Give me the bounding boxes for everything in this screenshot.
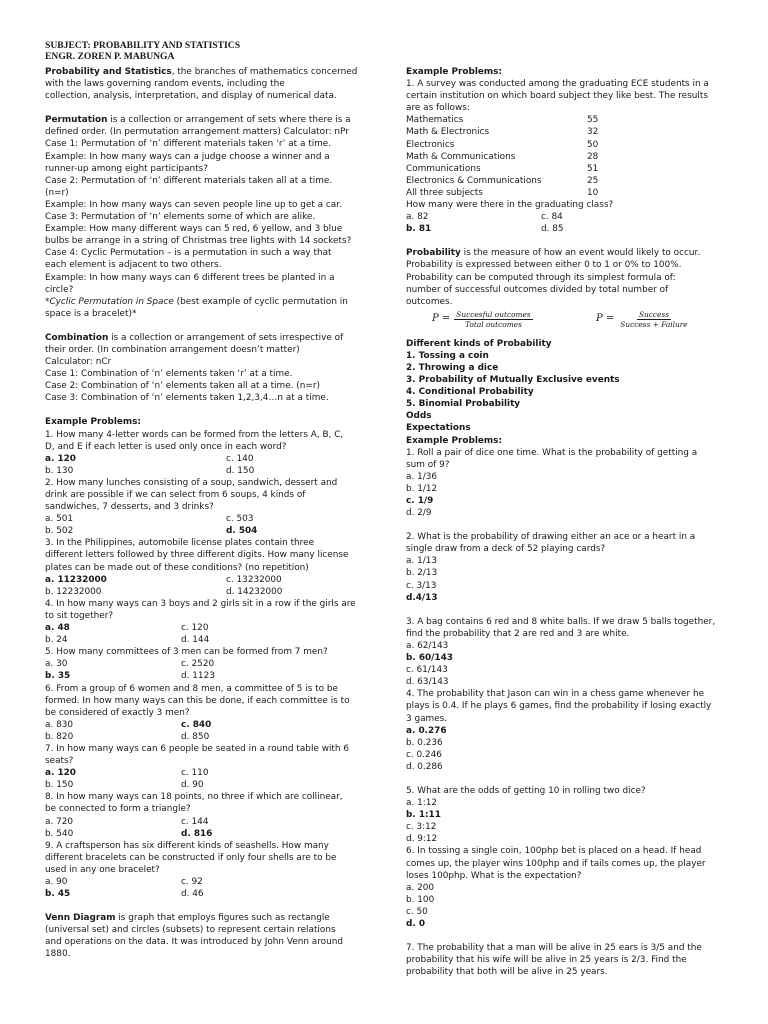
probability-problems [406, 447, 726, 979]
answer-option: a. 1/13 [406, 556, 438, 567]
survey-subject: Communications [406, 163, 481, 174]
answer-options [45, 513, 363, 537]
author-name: ENGR. ZOREN P. MABUNGA [45, 51, 175, 62]
problem-item [45, 598, 363, 646]
problem-question-line: probability that his wife will be alive in 25 years is 2/3. Find the [406, 955, 687, 966]
problem-question-line: single draw from a deck of 52 playing cards? [406, 544, 606, 555]
problem-item [406, 447, 726, 532]
answer-option: a. 11232000 [45, 574, 107, 585]
problem-question-line: 4. The probability that Jason can win in a chess game whenever he [406, 689, 705, 700]
probability-term: Probability [406, 248, 461, 259]
answer-option: c. 2520 [181, 659, 215, 670]
problem-item [406, 531, 726, 616]
problem-question-line: 4. In how many ways can 3 boys and 2 girls sit in a row if the girls are [45, 598, 356, 609]
problem-question-line: 7. In how many ways can 6 people be seated in a round table with 6 [45, 743, 349, 754]
example-problems-heading: Example Problems: [45, 417, 141, 428]
answer-option: c. 503 [226, 514, 254, 525]
problem-item [406, 785, 726, 845]
problem-question-line: seats? [45, 756, 74, 767]
answer-option: d.4/13 [406, 592, 438, 603]
kind-item: Example Problems: [406, 435, 502, 446]
kind-item: 4. Conditional Probability [406, 387, 534, 398]
kind-item: 2. Throwing a dice [406, 362, 499, 373]
answer-option: c. 1/9 [406, 496, 434, 506]
kind-item: 3. Probability of Mutually Exclusive events [406, 375, 620, 386]
answer-option: a. 90 [45, 877, 68, 887]
example-problems-heading: Example Problems: [406, 67, 502, 77]
answer-option: c. 840 [181, 719, 212, 730]
answer-option: a. 82 [406, 212, 429, 223]
text-line: bulbs be arrange in a string of Christmas tree lights with 14 sockets? [45, 236, 352, 247]
answer-option: d. 90 [181, 780, 204, 791]
survey-question-line: How many were there in the graduating class? [406, 200, 614, 211]
problem-question-line: drink are possible if we can select from 6 soups, 4 kinds of [45, 490, 306, 500]
text-line: certain institution on which board subject they like best. The results [406, 91, 708, 102]
answer-option: d. 63/143 [406, 677, 449, 688]
permutation-combination-problems [45, 429, 363, 901]
text-line: with the laws governing random events, including the [45, 79, 285, 90]
text-line: each element is adjacent to two others. [45, 260, 222, 271]
problem-item [406, 616, 726, 689]
answer-option: c. 3/13 [406, 580, 437, 591]
answer-option: d. 2/9 [406, 508, 432, 519]
cyclic-note: *Cyclic Permutation in Space (best example of cyclic permutation in [45, 296, 348, 307]
combination-term: Combination [45, 332, 109, 343]
answer-options [45, 876, 363, 900]
answer-options [45, 574, 363, 598]
answer-option: a. 830 [45, 719, 74, 730]
text-line: (universal set) and circles (subsets) to represent certain relations [45, 925, 336, 936]
answer-options [45, 816, 363, 840]
answer-option: a. 200 [406, 882, 435, 893]
cyclic-note-line2: space is a bracelet)* [45, 308, 137, 319]
text-line: Example: In how many ways can 6 different trees be planted in a [45, 272, 335, 283]
text-line: are as follows: [406, 103, 470, 114]
kinds-of-probability-list [406, 350, 726, 447]
answer-options [45, 622, 363, 646]
right-column [406, 66, 726, 978]
problem-question-line: probability that both will be alive in 25 years. [406, 967, 608, 978]
problem-item [45, 646, 363, 682]
problem-item [45, 429, 363, 477]
venn-paragraph: Venn Diagram is graph that employs figures such as rectangle [45, 913, 330, 924]
problem-question-line: 1. Roll a pair of dice one time. What is the probability of getting a [406, 447, 698, 458]
answer-option: a. 1:12 [406, 798, 438, 809]
answer-option: b. 2/13 [406, 568, 438, 579]
answer-option: c. 50 [406, 906, 428, 917]
answer-option: c. 3:12 [406, 822, 437, 833]
problem-question-line: different bracelets can be constructed if only four shells are to be [45, 852, 337, 863]
problem-item [406, 845, 726, 942]
survey-count: 25 [587, 175, 599, 186]
document-header [45, 40, 240, 62]
answer-option: b. 45 [45, 889, 71, 900]
answer-option: d. 1123 [181, 671, 215, 682]
answer-option: d. 85 [541, 224, 564, 235]
problem-item [406, 688, 726, 785]
answer-option: a. 120 [45, 453, 76, 464]
answer-option: b. 100 [406, 894, 435, 905]
formula-outcomes: P = $\frac{\text{Succesful outcomes}}{\text{Total outcomes}}$ [432, 309, 531, 329]
intro-paragraph: Probability and Statistics, the branches of mathematics concerned [45, 67, 358, 77]
survey-question [406, 78, 726, 114]
answer-option: c. 0.246 [406, 749, 442, 760]
answer-option: a. 720 [45, 816, 74, 827]
answer-option: d. 14232000 [226, 586, 283, 597]
problem-item [45, 537, 363, 597]
problem-question-line: 2. How many lunches consisting of a soup, sandwich, dessert and [45, 477, 338, 488]
answer-option: a. 0.276 [406, 725, 447, 736]
survey-count: 55 [587, 115, 599, 126]
permutation-paragraph: Permutation is a collection or arrangement of sets where there is a [45, 115, 351, 126]
answer-option: d. 0 [406, 919, 425, 929]
intro-lines [45, 78, 363, 102]
problem-question-line: plates can be made out of these conditions? (no repetition) [45, 562, 309, 573]
text-line: Probability is expressed between either 0 to 1 or 0% to 100%. [406, 260, 682, 271]
survey-subject: Mathematics [406, 115, 464, 126]
answer-option: a. 62/143 [406, 640, 449, 651]
combination-paragraph: Combination is a collection or arrangement of sets irrespective of [45, 332, 344, 343]
text-line: outcomes. [406, 296, 453, 307]
problem-question-line: be considered of exactly 3 men? [45, 707, 190, 718]
intro-term: Probability and Statistics [45, 67, 172, 77]
text-line: Calculator: nCr [45, 357, 112, 368]
text-line: Case 3: Combination of ‘n’ elements taken 1,2,3,4…n at a time. [45, 393, 329, 404]
problem-question-line: plays is 0.4. If he plays 6 games, find the probability if losing exactly [406, 701, 712, 712]
problem-question-line: loses 100php. What is the expectation? [406, 870, 582, 881]
problem-question-line: 9. A craftsperson has six different kinds of seashells. How many [45, 840, 329, 851]
answer-option: b. 81 [406, 224, 432, 235]
answer-option: d. 504 [226, 526, 258, 537]
problem-question-line: 3. A bag contains 6 red and 8 white balls. If we draw 5 balls together, [406, 616, 716, 627]
answer-option: c. 144 [181, 816, 209, 827]
answer-option: d. 850 [181, 731, 210, 742]
answer-option: b. 1:11 [406, 810, 441, 821]
problem-question-line: 6. From a group of 6 women and 8 men, a committee of 5 is to be [45, 683, 338, 694]
problem-question-line: sandwiches, 7 desserts, and 3 drinks? [45, 502, 214, 513]
text-line: collection, analysis, interpretation, and display of numerical data. [45, 91, 337, 102]
survey-count: 50 [587, 139, 599, 150]
answer-option: b. 130 [45, 465, 74, 476]
answer-option: b. 820 [45, 731, 74, 742]
text-line: number of successful outcomes divided by total number of [406, 284, 669, 295]
problem-question-line: 8. In how many ways can 18 points, no three if which are collinear, [45, 792, 343, 803]
problem-question-line: 5. How many committees of 3 men can be formed from 7 men? [45, 647, 328, 658]
answer-options [45, 658, 363, 682]
problem-question-line: comes up, the player wins 100php and if tails comes up, the player [406, 858, 706, 869]
text-line: runner-up among eight participants? [45, 163, 208, 174]
text-line: Case 4: Cyclic Permutation – is a permutation in such a way that [45, 248, 332, 259]
probability-lines [406, 259, 726, 307]
answer-option: c. 110 [181, 768, 209, 779]
answer-option: a. 30 [45, 659, 68, 670]
answer-option: d. 0.286 [406, 761, 443, 772]
formula-success-failure: P = $\frac{\text{Success}}{\text{Success + Failure}}$ [596, 309, 688, 329]
problem-question-line: be connected to form a triangle? [45, 804, 191, 815]
survey-subject: Electronics & Communications [406, 175, 542, 186]
answer-option: c. 92 [181, 877, 203, 887]
text-line: their order. (In combination arrangement doesn’t matter) [45, 344, 300, 355]
problem-question-line: 3. In the Philippines, automobile license plates contain three [45, 538, 315, 549]
answer-option: b. 60/143 [406, 653, 453, 664]
text-line: defined order. (In permutation arrangement matters) Calculator: nPr [45, 127, 349, 138]
answer-options [45, 719, 363, 743]
kind-item: Odds [406, 411, 432, 422]
answer-option: b. 24 [45, 635, 68, 646]
answer-option: d. 46 [181, 889, 204, 900]
problem-item [45, 840, 363, 900]
answer-option: b. 12232000 [45, 586, 102, 597]
text-line: Case 1: Permutation of ‘n’ different materials taken ‘r’ at a time. [45, 139, 332, 150]
survey-options [406, 211, 726, 235]
answer-option: b. 502 [45, 526, 74, 537]
answer-options [45, 767, 363, 791]
survey-subject: Math & Communications [406, 151, 516, 162]
answer-option: c. 140 [226, 453, 254, 464]
survey-count: 10 [587, 187, 599, 198]
problem-question-line: 3 games. [406, 713, 448, 724]
answer-options [45, 453, 363, 477]
problem-question-line: 6. In tossing a single coin, 100php bet is placed on a head. If head [406, 846, 702, 857]
text-line: Case 2: Combination of ‘n’ elements taken all at a time. (n=r) [45, 381, 320, 392]
problem-item [406, 942, 726, 978]
answer-option: b. 540 [45, 828, 74, 839]
venn-term: Venn Diagram [45, 913, 116, 924]
survey-count: 28 [587, 151, 599, 162]
answer-option: a. 501 [45, 514, 74, 525]
survey-subject: Math & Electronics [406, 127, 490, 138]
permutation-lines [45, 126, 363, 295]
answer-option: b. 0.236 [406, 737, 443, 748]
answer-option: d. 816 [181, 828, 213, 839]
problem-item [45, 743, 363, 791]
text-line: Probability can be computed through its simplest formula of: [406, 272, 676, 283]
answer-option: c. 13232000 [226, 574, 282, 585]
answer-option: a. 1/36 [406, 471, 438, 482]
answer-option: c. 84 [541, 212, 563, 223]
answer-option: a. 120 [45, 768, 76, 779]
probability-paragraph: Probability is the measure of how an event would likely to occur. [406, 248, 701, 259]
survey-subject: Electronics [406, 139, 455, 150]
survey-results-table [406, 114, 726, 199]
survey-count: 51 [587, 163, 599, 174]
text-line: Example: In how many ways can seven people line up to get a car. [45, 199, 342, 210]
left-column [45, 66, 363, 961]
combination-lines [45, 344, 363, 404]
answer-option: d. 144 [181, 635, 210, 646]
answer-option: b. 150 [45, 780, 74, 791]
answer-option: b. 35 [45, 671, 71, 682]
kind-item: 5. Binomial Probability [406, 399, 521, 410]
answer-option: d. 9:12 [406, 834, 438, 845]
answer-option: c. 61/143 [406, 665, 448, 676]
survey-subject: All three subjects [406, 187, 483, 198]
text-line: circle? [45, 284, 74, 295]
kind-item: Expectations [406, 423, 471, 434]
venn-lines [45, 924, 363, 960]
text-line: Example: In how many ways can a judge choose a winner and a [45, 151, 330, 162]
text-line: 1. A survey was conducted among the graduating ECE students in a [406, 79, 709, 90]
problem-question-line: 1. How many 4-letter words can be formed from the letters A, B, C, [45, 429, 344, 440]
answer-option: b. 1/12 [406, 483, 438, 494]
answer-option: c. 120 [181, 623, 209, 634]
text-line: (n=r) [45, 187, 69, 198]
problem-question-line: find the probability that 2 are red and 3 are white. [406, 628, 630, 639]
text-line: Case 2: Permutation of ‘n’ different materials taken all at a time. [45, 175, 333, 186]
kind-item: 1. Tossing a coin [406, 350, 489, 361]
text-line: Case 3: Permutation of ‘n’ elements some of which are alike. [45, 212, 316, 223]
answer-option: a. 48 [45, 623, 70, 634]
text-line: 1880. [45, 949, 71, 960]
text-line: Example: How many different ways can 5 red, 6 yellow, and 3 blue [45, 224, 343, 235]
kinds-heading: Different kinds of Probability [406, 338, 552, 349]
problem-question-line: different letters followed by three different digits. How many license [45, 550, 349, 561]
problem-question-line: D, and E if each letter is used only once in each word? [45, 441, 287, 452]
answer-option: d. 150 [226, 465, 255, 476]
text-line: Case 1: Combination of ‘n’ elements taken ‘r’ at a time. [45, 369, 293, 380]
problem-item [45, 683, 363, 743]
probability-formulas [406, 310, 726, 332]
problem-question-line: formed. In how many ways can this be done, if each committee is to [45, 695, 350, 706]
problem-question-line: 5. What are the odds of getting 10 in rolling two dice? [406, 785, 646, 796]
subject-title: SUBJECT: PROBABILITY AND STATISTICS [45, 40, 241, 51]
permutation-term: Permutation [45, 115, 108, 126]
problem-question-line: 2. What is the probability of drawing either an ace or a heart in a [406, 532, 696, 543]
problem-item [45, 791, 363, 839]
problem-question-line: to sit together? [45, 610, 114, 621]
problem-question-line: used in any one bracelet? [45, 864, 160, 875]
problem-question-line: sum of 9? [406, 459, 450, 470]
text-line: and operations on the data. It was introduced by John Venn around [45, 937, 343, 948]
problem-question-line: 7. The probability that a man will be alive in 25 ears is 3/5 and the [406, 943, 702, 954]
problem-item [45, 477, 363, 537]
survey-count: 32 [587, 127, 599, 138]
